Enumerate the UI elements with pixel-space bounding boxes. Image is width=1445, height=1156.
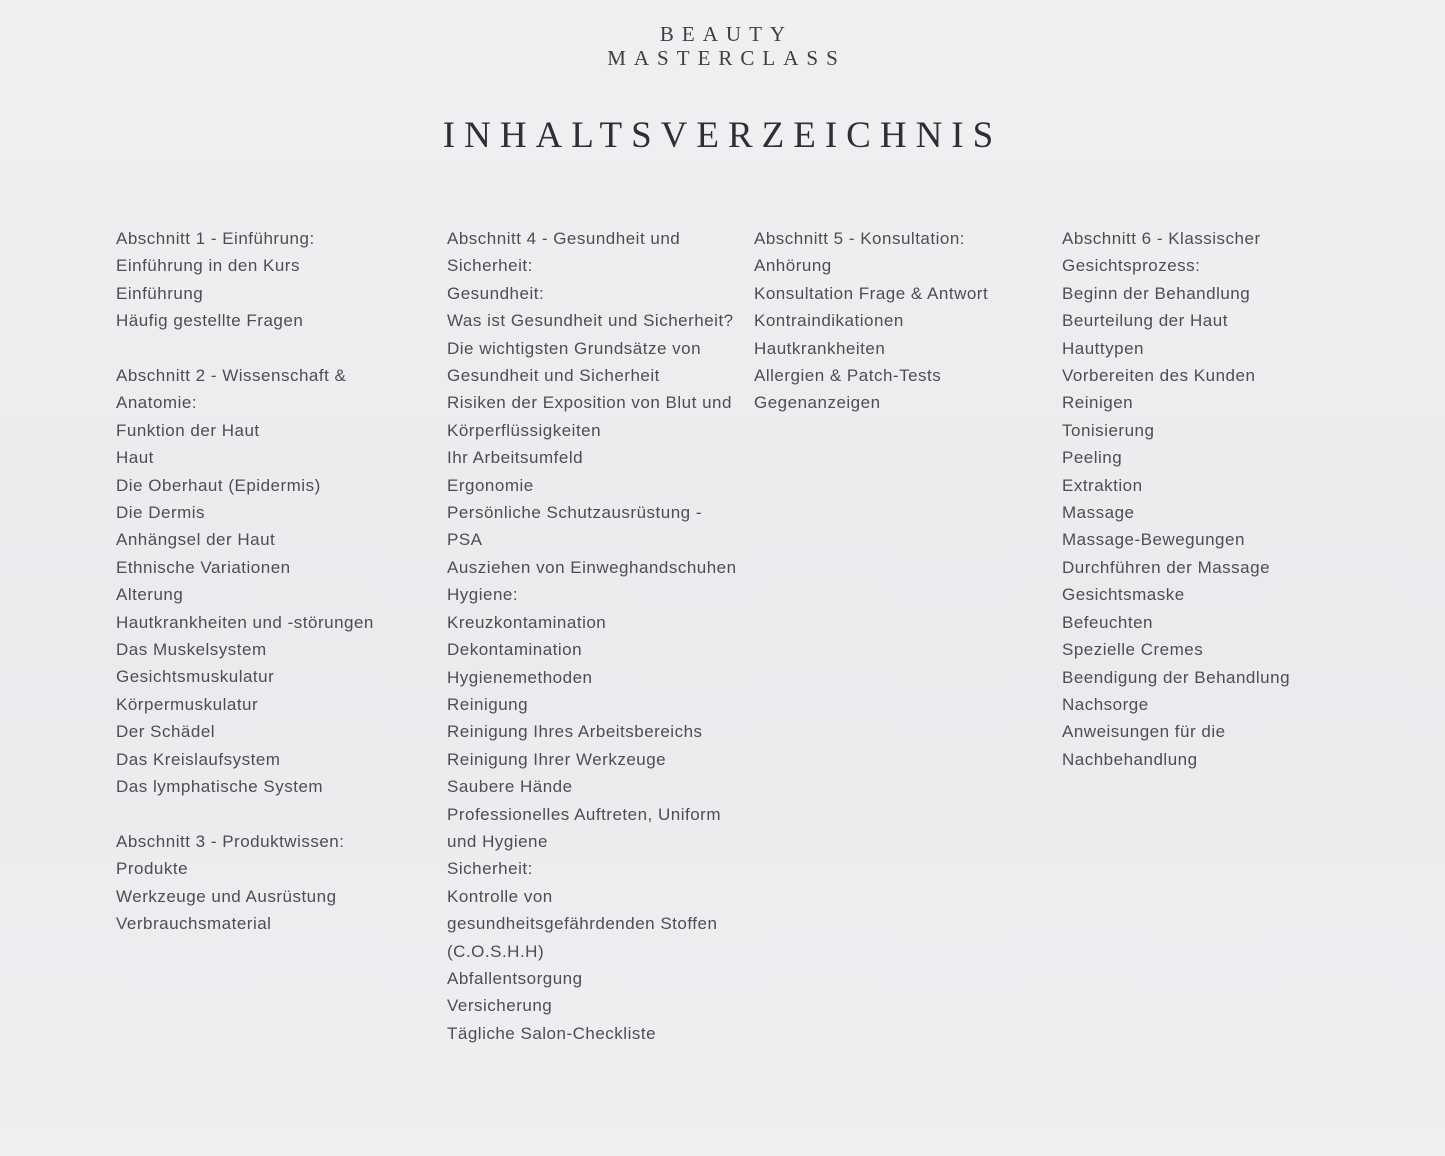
toc-column-1	[116, 225, 374, 938]
toc-entry: Kontrolle von	[447, 886, 553, 906]
toc-entry: Der Schädel	[116, 722, 216, 742]
toc-entry: Reinigung Ihres Arbeitsbereichs	[447, 722, 703, 742]
toc-entry: Reinigen	[1062, 393, 1134, 413]
toc-entry: Persönliche Schutzausrüstung -	[447, 503, 703, 523]
toc-entry: Gesundheit und Sicherheit	[447, 366, 660, 386]
toc-entry: Körperflüssigkeiten	[447, 420, 602, 440]
toc-entry: Haut	[116, 448, 154, 468]
toc-entry: Tonisierung	[1062, 420, 1155, 440]
toc-section-heading: Abschnitt 5 - Konsultation:	[754, 229, 966, 248]
toc-entry: Massage-Bewegungen	[1062, 530, 1245, 550]
toc-entry: Versicherung	[447, 996, 553, 1016]
toc-entry: Ausziehen von Einweghandschuhen	[447, 557, 737, 577]
toc-entry: Die Dermis	[116, 503, 206, 523]
toc-entry: Anatomie:	[116, 393, 198, 413]
toc-entry: Das Muskelsystem	[116, 640, 267, 660]
toc-section-heading: Abschnitt 6 - Klassischer	[1062, 229, 1261, 248]
toc-entry: Gesichtsmaske	[1062, 585, 1185, 605]
toc-entry: PSA	[447, 530, 483, 550]
toc-entry: Spezielle Cremes	[1062, 640, 1204, 660]
toc-entry: Vorbereiten des Kunden	[1062, 366, 1256, 386]
toc-column-4	[1062, 225, 1290, 773]
toc-entry: Saubere Hände	[447, 777, 573, 797]
toc-entry: Befeuchten	[1062, 612, 1154, 632]
toc-entry: Produkte	[116, 859, 189, 879]
toc-entry: Gesichtsmuskulatur	[116, 667, 275, 687]
toc-entry: Ethnische Variationen	[116, 557, 291, 577]
toc-entry: (C.O.S.H.H)	[447, 941, 545, 961]
toc-entry: Sicherheit:	[447, 859, 533, 879]
toc-entry: Das Kreislaufsystem	[116, 749, 281, 769]
toc-entry: Kreuzkontamination	[447, 612, 607, 632]
toc-entry: Gegenanzeigen	[754, 393, 881, 413]
toc-entry: Einführung in den Kurs	[116, 256, 300, 276]
toc-entry: Ihr Arbeitsumfeld	[447, 448, 584, 468]
toc-entry: Reinigung Ihrer Werkzeuge	[447, 749, 667, 769]
toc-entry: Dekontamination	[447, 640, 583, 660]
toc-entry: Professionelles Auftreten, Uniform	[447, 804, 722, 824]
toc-entry: Anweisungen für die	[1062, 722, 1226, 742]
toc-entry: Was ist Gesundheit und Sicherheit?	[447, 311, 734, 331]
brand-line-masterclass: MASTERCLASS	[607, 46, 846, 70]
toc-entry: Ergonomie	[447, 475, 534, 495]
toc-entry: Alterung	[116, 585, 184, 605]
toc-entry: Massage	[1062, 503, 1135, 523]
toc-entry: Abfallentsorgung	[447, 968, 583, 988]
toc-entry: Beendigung der Behandlung	[1062, 667, 1291, 687]
toc-section-heading: Abschnitt 3 - Produktwissen:	[116, 831, 345, 851]
toc-entry: Verbrauchsmaterial	[116, 914, 272, 934]
toc-column-3	[754, 225, 988, 417]
toc-entry: Reinigung	[447, 694, 529, 714]
toc-entry: Funktion der Haut	[116, 420, 260, 440]
toc-column-2	[447, 225, 737, 1047]
toc-entry: Extraktion	[1062, 475, 1143, 495]
toc-spacer	[116, 801, 374, 828]
toc-entry: Risiken der Exposition von Blut und	[447, 393, 732, 413]
toc-entry: Allergien & Patch-Tests	[754, 366, 942, 386]
toc-section-heading: Abschnitt 1 - Einführung:	[116, 229, 315, 248]
toc-entry: Beginn der Behandlung	[1062, 283, 1251, 303]
toc-entry: Einführung	[116, 283, 204, 303]
toc-entry: Gesundheit:	[447, 283, 545, 303]
toc-entry: Anhörung	[754, 256, 832, 276]
toc-entry: Hygienemethoden	[447, 667, 593, 687]
toc-entry: Werkzeuge und Ausrüstung	[116, 886, 337, 906]
toc-entry: Gesichtsprozess:	[1062, 256, 1201, 276]
toc-entry: Peeling	[1062, 448, 1123, 468]
toc-entry: Sicherheit:	[447, 256, 533, 276]
toc-entry: Konsultation Frage & Antwort	[754, 283, 989, 303]
toc-entry: Das lymphatische System	[116, 777, 324, 797]
toc-entry: Die Oberhaut (Epidermis)	[116, 475, 321, 495]
toc-entry: Hauttypen	[1062, 338, 1144, 358]
toc-entry: Nachsorge	[1062, 694, 1149, 714]
brand-line-beauty: BEAUTY	[659, 22, 794, 46]
toc-entry: Hygiene:	[447, 585, 519, 605]
toc-section-heading: Abschnitt 2 - Wissenschaft &	[116, 366, 347, 386]
toc-entry: Nachbehandlung	[1062, 749, 1198, 769]
toc-entry: Hautkrankheiten	[754, 338, 886, 358]
toc-entry: und Hygiene	[447, 831, 548, 851]
toc-entry: Körpermuskulatur	[116, 694, 259, 714]
brand-logo	[0, 22, 1445, 70]
toc-spacer	[116, 335, 374, 362]
toc-section-heading: Abschnitt 4 - Gesundheit und	[447, 229, 681, 248]
toc-entry: Anhängsel der Haut	[116, 530, 276, 550]
toc-entry: Kontraindikationen	[754, 311, 904, 331]
toc-entry: Häufig gestellte Fragen	[116, 311, 304, 331]
toc-entry: gesundheitsgefährdenden Stoffen	[447, 914, 718, 934]
toc-entry: Beurteilung der Haut	[1062, 311, 1228, 331]
toc-entry: Hautkrankheiten und -störungen	[116, 612, 374, 632]
page-title: INHALTSVERZEICHNIS	[442, 115, 1003, 156]
toc-entry: Durchführen der Massage	[1062, 557, 1271, 577]
toc-entry: Die wichtigsten Grundsätze von	[447, 338, 702, 358]
toc-entry: Tägliche Salon-Checkliste	[447, 1023, 657, 1043]
